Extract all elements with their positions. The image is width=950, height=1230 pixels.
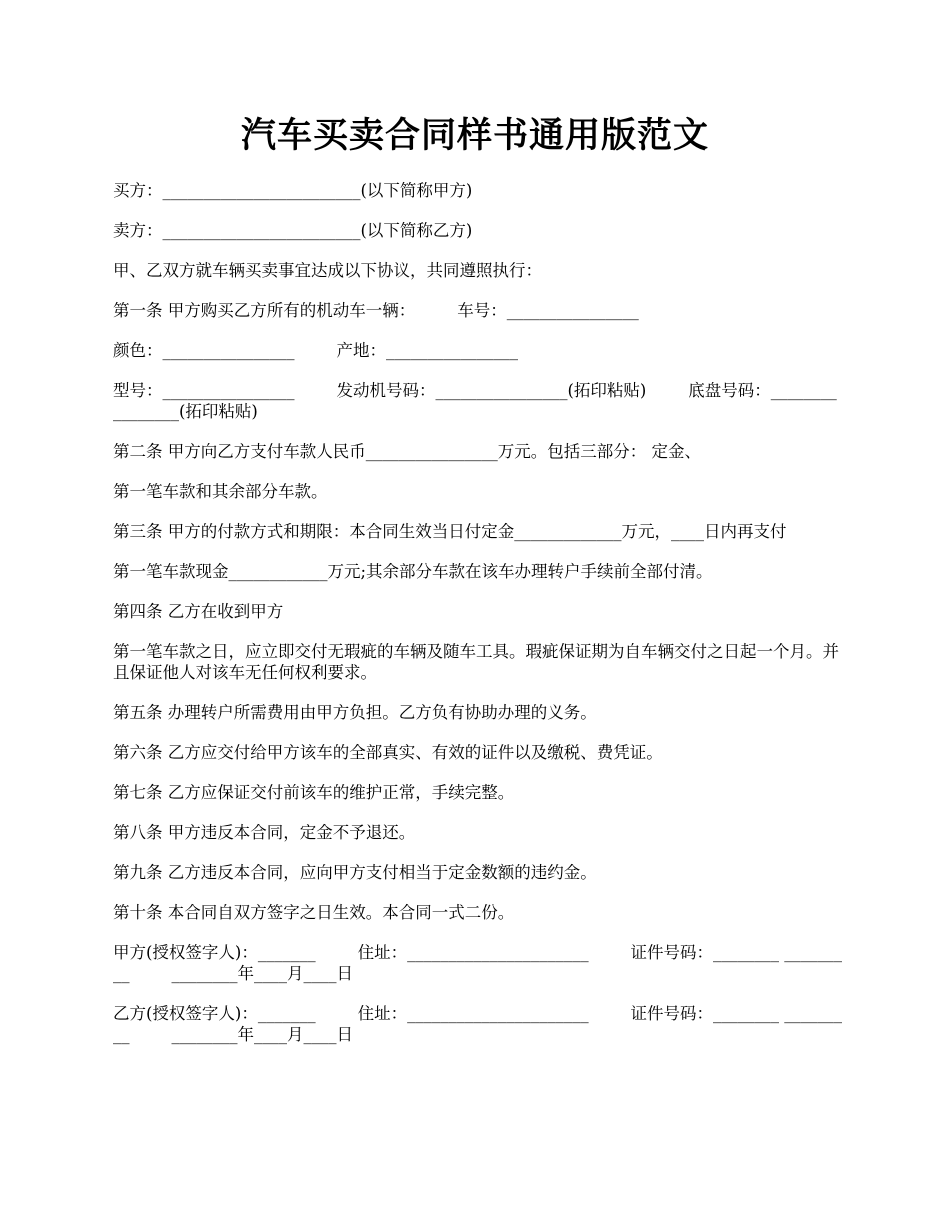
- model-engine-chassis-line: 型号：________________ 发动机号码：________________(拓印粘贴) 底盘号码：________________(拓印粘贴): [113, 381, 837, 421]
- color-origin-line: 颜色：________________ 产地：________________: [113, 341, 518, 360]
- article-9: 第九条 乙方违反本合同，应向甲方支付相当于定金数额的违约金。: [113, 863, 597, 882]
- article-2-continued: 第一笔车款和其余部分车款。: [113, 482, 328, 501]
- seller-line: 卖方：________________________(以下简称乙方): [113, 221, 473, 240]
- article-5: 第五条 办理转户所需费用由甲方负担。乙方负有协助办理的义务。: [113, 703, 597, 722]
- party-a-signature-block: 甲方(授权签字人)：_______ 住址：______________________ 证件号码：________ _________ ________年____月____日: [113, 943, 843, 983]
- article-7: 第七条 乙方应保证交付前该车的维护正常，手续完整。: [113, 783, 515, 802]
- article-8: 第八条 甲方违反本合同，定金不予退还。: [113, 823, 416, 842]
- article-2: 第二条 甲方向乙方支付车款人民币________________万元。包括三部分： 定金、: [113, 442, 701, 461]
- agreement-intro: 甲、乙双方就车辆买卖事宜达成以下协议，共同遵照执行：: [113, 261, 542, 280]
- article-10: 第十条 本合同自双方签字之日生效。本合同一式二份。: [113, 903, 515, 922]
- buyer-line: 买方：________________________(以下简称甲方): [113, 181, 473, 200]
- document-title: 汽车买卖合同样书通用版范文: [240, 115, 709, 156]
- article-6: 第六条 乙方应交付给甲方该车的全部真实、有效的证件以及缴税、费凭证。: [113, 743, 663, 762]
- party-b-signature-block: 乙方(授权签字人)：_______ 住址：______________________ 证件号码：________ _________ ________年____月____日: [113, 1004, 843, 1044]
- article-4-continued: 第一笔车款之日，应立即交付无瑕疵的车辆及随车工具。瑕疵保证期为自车辆交付之日起一个月。并且保证他人对该车无任何权利要求。: [113, 642, 839, 682]
- article-3: 第三条 甲方的付款方式和期限：本合同生效当日付定金_____________万元，____日内再支付: [113, 522, 787, 541]
- document-body: [113, 180, 843, 1064]
- article-4: 第四条 乙方在收到甲方: [113, 602, 284, 621]
- article-1: 第一条 甲方购买乙方所有的机动车一辆： 车号：________________: [113, 301, 639, 320]
- article-3-continued: 第一笔车款现金____________万元;其余部分车款在该车办理转户手续前全部付清。: [113, 562, 713, 581]
